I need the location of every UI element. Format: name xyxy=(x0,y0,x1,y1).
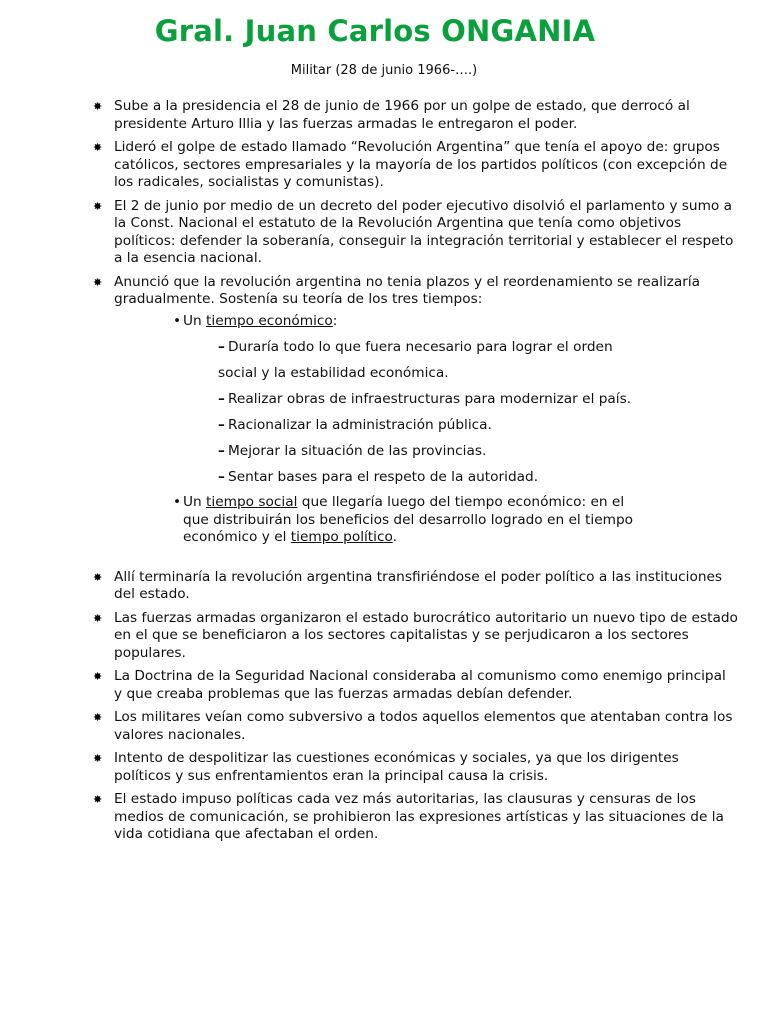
bullet-text: El 2 de junio por medio de un decreto del poder ejecutivo disolvió el parlamento y sumo a la Const. Nacional el estatuto de la Revolución Argentina que tenía como objetivos políticos: defender la soberanía, conseguir la integración territorial y establecer el respeto a la esencia nacional. xyxy=(114,197,734,266)
bullet-text: Las fuerzas armadas organizaron el estado burocrático autoritario un nuevo tipo de estado en el que se beneficiaron a los sectores capitalistas y se perjudicaron a los sectores populares. xyxy=(114,609,738,661)
dash-text: Mejorar la situación de las provincias. xyxy=(228,443,487,459)
bullet-item xyxy=(93,273,738,309)
bullet-item xyxy=(93,98,738,133)
dash-bullet-icon: – xyxy=(218,391,225,407)
dash-text: Duraría todo lo que fuera necesario para lograr el orden xyxy=(228,339,613,355)
bullet-text: El estado impuso políticas cada vez más autoritarias, las clausuras y censuras de los medios de comunicación, se prohibieron las expresiones artísticas y las situaciones de la vida cotidiana que afectaban el orden. xyxy=(114,791,724,842)
bullet-item xyxy=(93,197,738,268)
star-bullet-icon: ✸ xyxy=(93,793,103,806)
bullet-text: Los militares veían como subversivo a todos aquellos elementos que atentaban contra los valores nacionales. xyxy=(114,709,733,743)
tiempos-block xyxy=(114,313,768,547)
dash-item xyxy=(218,464,768,490)
dash-text: Sentar bases para el respeto de la autoridad. xyxy=(228,469,539,485)
tiempo-economico-item xyxy=(173,312,663,331)
bullet-item xyxy=(93,791,738,844)
bullet-item xyxy=(93,609,738,663)
dash-item xyxy=(218,412,768,438)
star-bullet-icon: ✸ xyxy=(93,752,103,765)
dash-item xyxy=(218,334,768,360)
tiempo-social-item xyxy=(173,494,653,547)
dash-item xyxy=(218,386,768,412)
bullet-text: Allí terminaría la revolución argentina transfiriéndose el poder político a las instituciones del estado. xyxy=(114,568,723,602)
page-subtitle: Militar (28 de junio 1966-….) xyxy=(290,63,478,78)
tiempos-list xyxy=(114,494,768,547)
bullet-text: Intento de despolitizar las cuestiones económicas y sociales, ya que los dirigentes políticos y sus enfrentamientos eran la principal causa la crisis. xyxy=(114,750,679,784)
star-bullet-icon: ✸ xyxy=(93,611,103,625)
tiempo-social-suffix: . xyxy=(392,529,397,545)
bullet-item xyxy=(93,139,738,192)
star-bullet-icon: ✸ xyxy=(93,670,103,683)
dash-text: Realizar obras de infraestructuras para modernizar el país. xyxy=(228,391,632,407)
bullet-item xyxy=(93,709,738,744)
tiempo-social-text: que llegaría luego del tiempo económico: en el que distribuirán los beneficios del desarrollo logrado en el tiempo económico y el xyxy=(183,494,634,545)
tiempo-social-prefix: Un xyxy=(183,494,207,510)
bullet-text: La Doctrina de la Seguridad Nacional consideraba al comunismo como enemigo principal y que creaba problemas que las fuerzas armadas debían defender. xyxy=(114,668,726,702)
dash-item-continuation: social y la estabilidad económica. xyxy=(218,365,449,381)
tiempos-list xyxy=(114,313,768,331)
bullet-list xyxy=(0,98,768,850)
star-bullet-icon: ✸ xyxy=(93,100,103,113)
bullet-item xyxy=(93,668,738,703)
dash-bullet-icon: – xyxy=(218,469,225,485)
bullet-item xyxy=(93,568,738,604)
tiempo-economico-dash-list xyxy=(114,334,768,490)
star-bullet-icon: ✸ xyxy=(93,199,103,213)
bullet-text: Anunció que la revolución argentina no tenia plazos y el reordenamiento se realizaría gradualmente. Sostenía su teoría de los tres tiempos: xyxy=(114,273,701,307)
tiempo-economico-prefix: Un xyxy=(183,312,207,329)
bullet-text: Sube a la presidencia el 28 de junio de 1966 por un golpe de estado, que derrocó al presidente Arturo Illia y las fuerzas armadas le entregaron el poder. xyxy=(114,98,690,132)
tiempo-economico-suffix: : xyxy=(332,312,338,329)
bullet-item xyxy=(93,750,738,785)
page-title: Gral. Juan Carlos ONGANIA xyxy=(154,14,596,48)
tiempo-economico-term: tiempo económico xyxy=(206,312,333,329)
dash-text: Racionalizar la administración pública. xyxy=(228,417,492,433)
dash-bullet-icon: – xyxy=(218,443,225,459)
star-bullet-icon: ✸ xyxy=(93,275,103,289)
dash-item xyxy=(218,438,768,464)
dash-bullet-icon: – xyxy=(218,417,225,433)
star-bullet-icon: ✸ xyxy=(93,141,103,154)
star-bullet-icon: ✸ xyxy=(93,570,103,584)
dot-bullet-icon: • xyxy=(173,312,182,329)
tiempo-politico-term: tiempo político xyxy=(290,529,393,545)
dash-bullet-icon: – xyxy=(218,339,225,355)
bullet-text: Lideró el golpe de estado llamado “Revolución Argentina” que tenía el apoyo de: grupos católicos, sectores empresariales y la mayoría de los partidos políticos (con excepción de los radicales, socialistas y comunistas). xyxy=(114,139,728,190)
dot-bullet-icon: • xyxy=(173,494,182,510)
tiempo-social-term: tiempo social xyxy=(206,494,298,510)
star-bullet-icon: ✸ xyxy=(93,711,103,724)
